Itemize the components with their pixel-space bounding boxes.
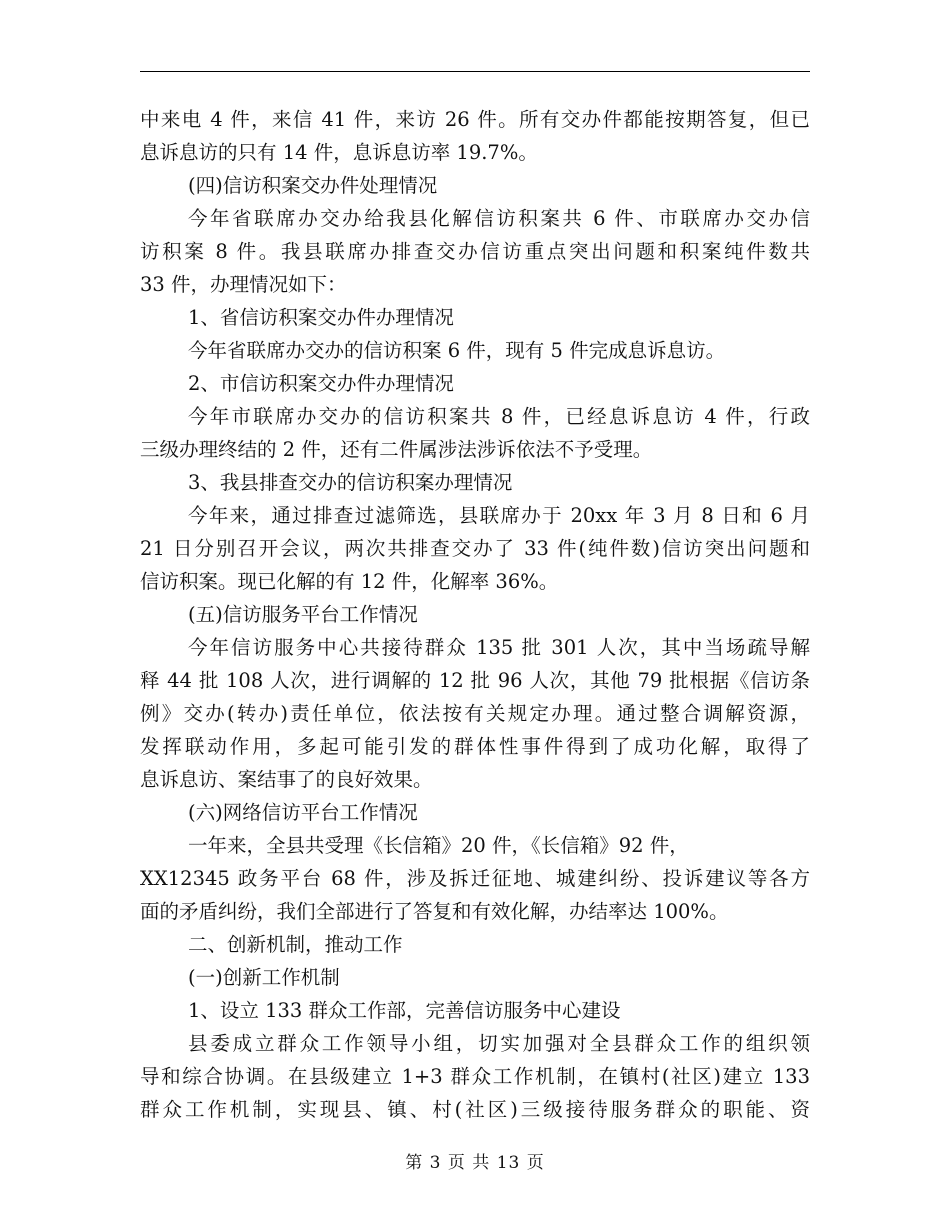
text-line: 面的矛盾纠纷，我们全部进行了答复和有效化解，办结率达 100%。 [140, 900, 729, 923]
text-line: 1、省信访积案交办件办理情况 [188, 306, 454, 329]
text-line: 今年信访服务中心共接待群众 135 批 301 人次，其中当场疏导解 [188, 636, 810, 659]
text-line: 33 件，办理情况如下： [140, 273, 347, 296]
text-line: 今年来，通过排查过滤筛选，县联席办于 20xx 年 3 月 8 日和 6 月 [188, 504, 810, 527]
text-line: 今年市联席办交办的信访积案共 8 件，已经息诉息访 4 件，行政 [188, 405, 810, 428]
text-line: 息诉息访、案结事了的良好效果。 [140, 768, 433, 791]
text-line: 群众工作机制，实现县、镇、村(社区)三级接待服务群众的职能、资 [140, 1098, 810, 1121]
text-line: (四)信访积案交办件处理情况 [188, 174, 438, 197]
text-line: 例》交办(转办)责任单位，依法按有关规定办理。通过整合调解资源， [140, 702, 810, 725]
header-rule [140, 71, 810, 72]
text-line: 二、创新机制，推动工作 [188, 933, 403, 956]
document-body [140, 103, 810, 1126]
text-line: (一)创新工作机制 [188, 966, 340, 989]
text-line: 息诉息访的只有 14 件，息诉息访率 19.7%。 [140, 141, 538, 164]
text-line: 3、我县排查交办的信访积案办理情况 [188, 471, 513, 494]
text-line: 县委成立群众工作领导小组，切实加强对全县群众工作的组织领 [188, 1032, 810, 1055]
text-line: 发挥联动作用，多起可能引发的群体性事件得到了成功化解，取得了 [140, 735, 810, 758]
text-line: 2、市信访积案交办件办理情况 [188, 372, 454, 395]
text-line: 信访积案。现已化解的有 12 件，化解率 36%。 [140, 570, 559, 593]
text-line: 1、设立 133 群众工作部，完善信访服务中心建设 [188, 999, 621, 1022]
text-line: 今年省联席办交办给我县化解信访积案共 6 件、市联席办交办信 [188, 207, 810, 230]
text-line: 今年省联席办交办的信访积案 6 件，现有 5 件完成息诉息访。 [188, 339, 726, 362]
text-line: 释 44 批 108 人次，进行调解的 12 批 96 人次，其他 79 批根据《信访条 [140, 669, 810, 692]
text-line: 中来电 4 件，来信 41 件，来访 26 件。所有交办件都能按期答复，但已 [140, 108, 810, 131]
text-line: 一年来，全县共受理《长信箱》20 件，《长信箱》92 件， [188, 834, 689, 857]
text-line: 访积案 8 件。我县联席办排查交办信访重点突出问题和积案纯件数共 [140, 240, 810, 263]
text-line: 三级办理终结的 2 件，还有二件属涉法涉诉依法不予受理。 [140, 438, 653, 461]
text-line: (六)网络信访平台工作情况 [188, 801, 418, 824]
text-line: XX12345 政务平台 68 件，涉及拆迁征地、城建纠纷、投诉建议等各方 [140, 867, 810, 890]
page-number-footer: 第 3 页 共 13 页 [405, 1153, 545, 1173]
text-line: 导和综合协调。在县级建立 1+3 群众工作机制，在镇村(社区)建立 133 [140, 1065, 810, 1088]
text-line: 21 日分别召开会议，两次共排查交办了 33 件(纯件数)信访突出问题和 [140, 537, 810, 560]
text-line: (五)信访服务平台工作情况 [188, 603, 418, 626]
